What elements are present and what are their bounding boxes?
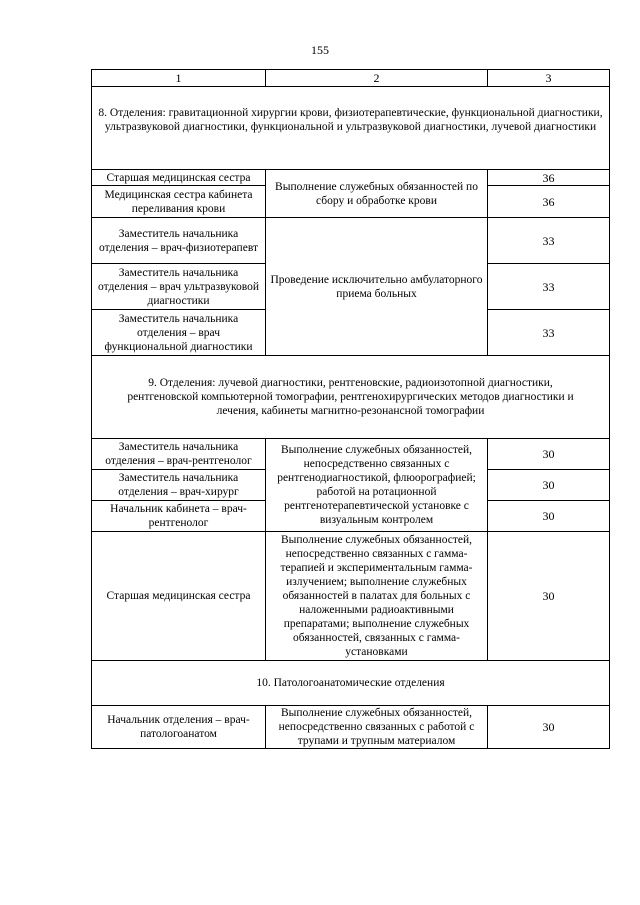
value-cell: 33 [488, 218, 610, 264]
table-row [92, 218, 610, 264]
position-cell: Заместитель начальника отделения – врач ультразвуковой диагностики [92, 264, 266, 310]
column-header-2: 2 [266, 70, 488, 87]
position-cell: Заместитель начальника отделения – врач функциональной диагностики [92, 310, 266, 356]
work-cell: Выполнение служебных обязанностей, непосредственно связанных с гамма-терапией и экспериментальным гамма-излучением; выполнение служебных обязанностей в палатах для больных с наложенными радиоактивными препаратами; выполнение служебных обязанностей, связанных с гамма-установками [266, 532, 488, 661]
work-cell: Проведение исключительно амбулаторного приема больных [266, 218, 488, 356]
table-row [92, 170, 610, 186]
value-cell: 30 [488, 501, 610, 532]
page-number: 155 [311, 43, 329, 57]
position-cell: Медицинская сестра кабинета переливания крови [92, 186, 266, 218]
section-9-title: 9. Отделения: лучевой диагностики, рентгеновские, радиоизотопной диагностики, рентгеновской компьютерной томографии, рентгенохирургических методов диагностики и лечения, кабинеты магнитно-резонансной томографии [92, 356, 610, 439]
work-cell: Выполнение служебных обязанностей, непосредственно связанных с работой с трупами и трупным материалом [266, 706, 488, 749]
value-cell: 33 [488, 264, 610, 310]
position-cell: Заместитель начальника отделения – врач-рентгенолог [92, 439, 266, 470]
position-cell: Заместитель начальника отделения – врач-физиотерапевт [92, 218, 266, 264]
column-header-1: 1 [92, 70, 266, 87]
section-row [92, 87, 610, 170]
value-cell: 30 [488, 439, 610, 470]
position-cell: Начальник отделения – врач-патологоанатом [92, 706, 266, 749]
table-row [92, 706, 610, 749]
value-cell: 30 [488, 470, 610, 501]
value-cell: 36 [488, 170, 610, 186]
section-row [92, 661, 610, 706]
position-cell: Заместитель начальника отделения – врач-хирург [92, 470, 266, 501]
section-row [92, 356, 610, 439]
position-cell: Начальник кабинета – врач-рентгенолог [92, 501, 266, 532]
value-cell: 36 [488, 186, 610, 218]
table-row [92, 532, 610, 661]
column-header-3: 3 [488, 70, 610, 87]
value-cell: 33 [488, 310, 610, 356]
position-cell: Старшая медицинская сестра [92, 532, 266, 661]
work-cell: Выполнение служебных обязанностей по сбору и обработке крови [266, 170, 488, 218]
allowance-table [91, 69, 610, 749]
value-cell: 30 [488, 706, 610, 749]
value-cell: 30 [488, 532, 610, 661]
work-cell: Выполнение служебных обязанностей, непосредственно связанных с рентгенодиагностикой, флюорографией; работой на ротационной рентгенотерапевтической установке с визуальным контролем [266, 439, 488, 532]
position-cell: Старшая медицинская сестра [92, 170, 266, 186]
table-row [92, 439, 610, 470]
header-row [92, 70, 610, 87]
section-8-title: 8. Отделения: гравитационной хирургии крови, физиотерапевтические, функциональной диагностики, ультразвуковой диагностики, функциональной и ультразвуковой диагностики, лучевой диагностики [92, 87, 610, 170]
section-10-title: 10. Патологоанатомические отделения [92, 661, 610, 706]
